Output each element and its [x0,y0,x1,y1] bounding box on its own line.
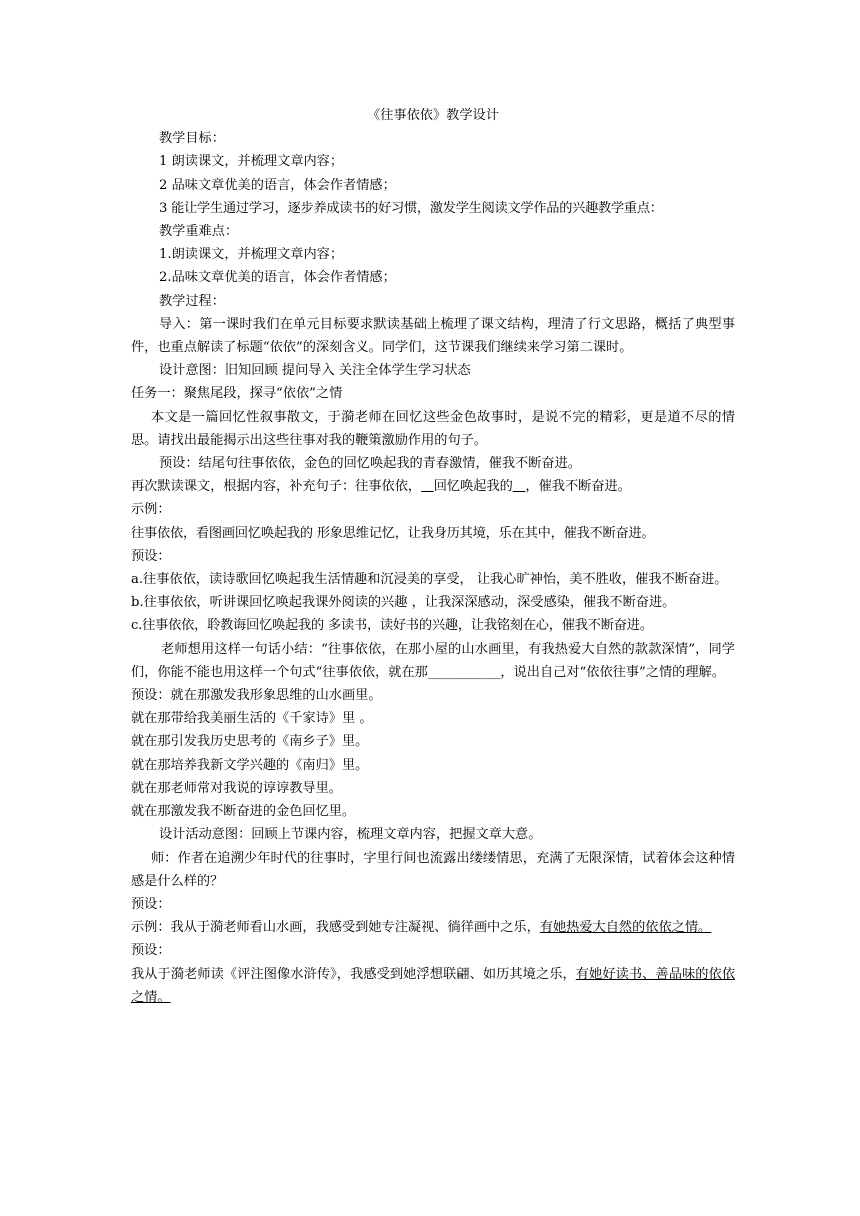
fill-part-1: 再次默读课文，根据内容，补充句子：往事依依， [131,479,422,495]
answer-underlined: 有她好读书、善品味的依依之情。 [131,966,736,1005]
key-point-1: 1.朗读课文，并梳理文章内容； [159,247,344,263]
goal-item-1: 1 朗读课文，并梳理文章内容； [159,154,344,170]
example-label: 示例： [131,502,171,518]
preset-item-a: a.往事依依，读诗歌回忆唤起我生活情趣和沉浸美的享受， 让我心旷神怡，美不胜收，催我不断奋进。 [131,572,728,588]
preset-2-line-4: 就在那培养我新文学兴趣的《南归》里。 [131,757,369,773]
preset-2-line-2: 就在那带给我美丽生活的《千家诗》里 。 [131,711,373,727]
preset-label: 预设： [131,548,171,564]
fill-part-3: ，催我不断奋进。 [525,479,631,495]
task-1-heading: 任务一：聚焦尾段，探寻“依依”之情 [131,386,343,402]
summary-part-1: 老师想用这样一句话小结：“往事依依，在那小屋的山水画里，有我热爱大自然的款款深情”，同学们，你能不能也用这样一个句式“往事依依，就在那 [131,641,735,680]
preset-3-label: 预设： [131,896,171,912]
preset-1: 预设：结尾句往事依依，金色的回忆唤起我的青春激情，催我不断奋进。 [159,456,581,472]
process-heading: 教学过程： [159,293,225,309]
preset-2-line-6: 就在那激发我不断奋进的金色回忆里。 [131,804,356,820]
preset-item-b: b.往事依依，听讲课回忆唤起我课外阅读的兴趣 ，让我深深感动，深受感染，催我不断奋进。 [131,595,676,611]
summary-blank: ___________ [427,664,501,680]
fill-blank-1 [421,479,434,494]
document-page [131,104,735,1009]
goals-heading: 教学目标： [159,131,225,147]
design-intent-2: 设计活动意图：回顾上节课内容，梳理文章内容，把握文章大意。 [159,827,542,843]
example-text: 往事依依，看图画回忆唤起我的 形象思维记忆，让我身历其境，乐在其中，催我不断奋进。 [131,525,655,541]
answer-paragraph [131,963,735,1009]
teacher-question: 师：作者在追溯少年时代的往事时，字里行间也流露出缕缕情思，充满了无限深情，试着体会这种情感是什么样的？ [131,850,735,889]
fill-blank-2 [513,479,526,494]
example-2-paragraph [131,916,735,939]
key-point-2: 2.品味文章优美的语言，体会作者情感； [159,270,396,286]
answer-text: 我从于漪老师读《评注图像水浒传》，我感受到她浮想联翩、如历其境之乐， [131,966,576,982]
example-2-underlined: 有她热爱大自然的依依之情。 [539,920,712,936]
summary-paragraph [131,638,735,684]
intro-paragraph: 导入：第一课时我们在单元目标要求默读基础上梳理了课文结构，理清了行文思路，概括了典型事件，也重点解读了标题“依依”的深刻含义。同学们，这节课我们继续来学习第二课时。 [131,316,735,356]
goal-item-2: 2 品味文章优美的语言，体会作者情感； [159,177,396,193]
goal-item-3: 3 能让学生通过学习，逐步养成读书的好习惯，激发学生阅读文学作品的兴趣教学重点： [159,200,663,216]
preset-4-label: 预设： [131,943,171,959]
preset-2-line-1: 预设：就在那激发我形象思维的山水画里。 [131,688,382,704]
document-title: 《往事依依》教学设计 [367,108,499,123]
fill-part-2: 回忆唤起我的 [433,479,513,495]
example-2-text: 示例：我从于漪老师看山水画，我感受到她专注凝视、徜徉画中之乐， [131,920,540,936]
preset-item-c: c.往事依依，聆教诲回忆唤起我的 多读书，读好书的兴趣，让我铭刻在心，催我不断奋进。 [131,618,653,634]
key-points-heading: 教学重难点： [159,224,239,240]
fill-sentence [131,475,735,498]
task-1-paragraph: 本文是一篇回忆性叙事散文，于漪老师在回忆这些金色故事时，是说不完的精彩，更是道不尽的情思。请找出最能揭示出这些往事对我的鞭策激励作用的句子。 [131,409,735,448]
preset-2-line-3: 就在那引发我历史思考的《南乡子》里。 [131,734,369,750]
design-intent-1: 设计意图：旧知回顾 提问导入 关注全体学生学习状态 [159,363,471,379]
summary-part-2: ，说出自己对“依依往事”之情的理解。 [500,664,725,680]
preset-2-line-5: 就在那老师常对我说的谆谆教导里。 [131,780,342,796]
